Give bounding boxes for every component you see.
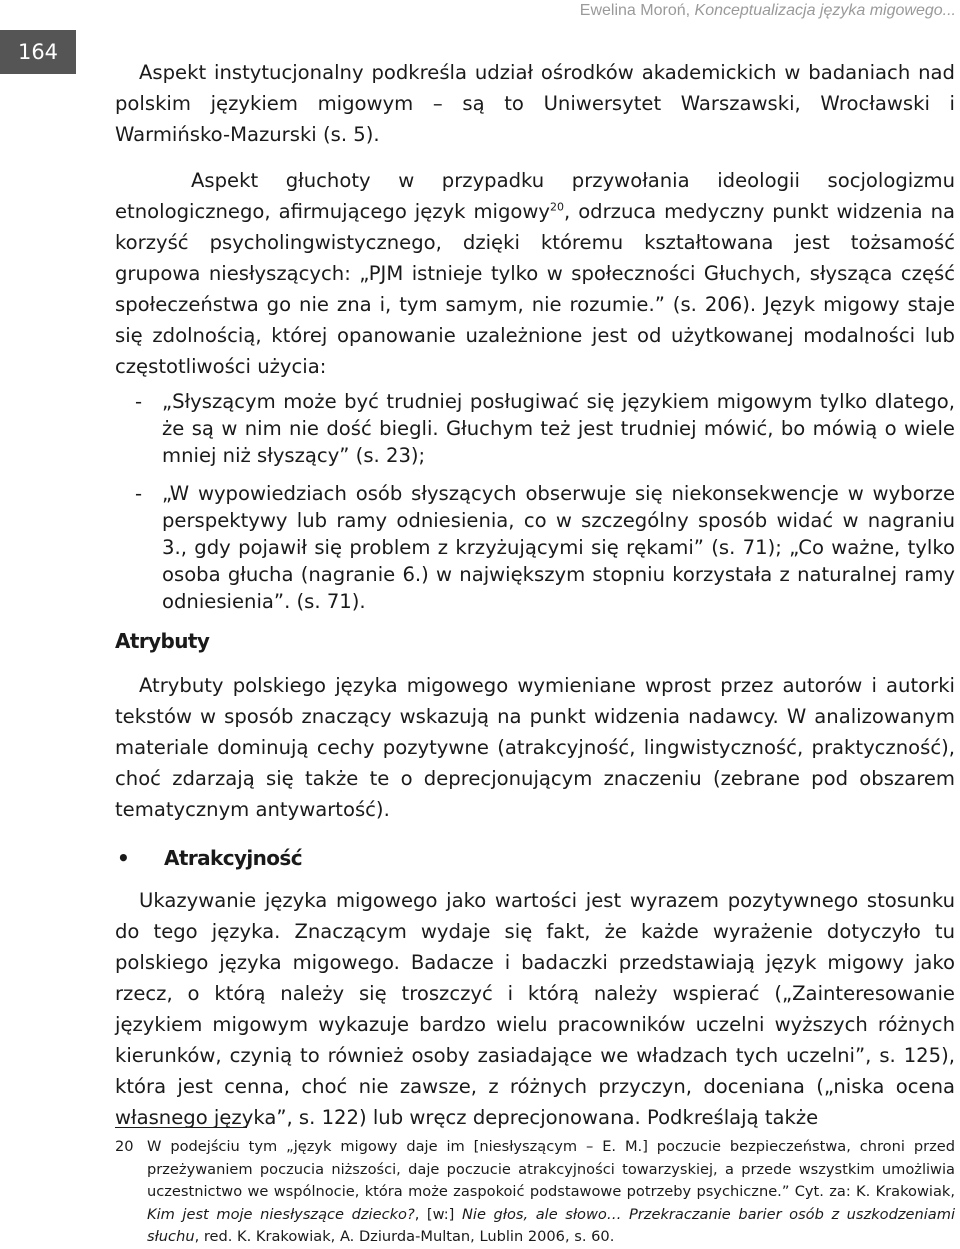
page-number: 164 [17,40,59,64]
quote-list [115,388,955,615]
paragraph-text-part: Aspekt głuchoty w przypadku przywołania ideologii socjologizmu etnologicznego, afirmującego język migowy [115,169,955,223]
quote-text: „Słyszącym może być trudniej posługiwać się językiem migowym tylko dlatego, że są w nim nie dość biegli. Głuchym też jest trudniej mówić, bo mówią o wiele mniej niż słyszący” (s. 23); [162,390,955,467]
list-item [115,480,955,615]
footnote-text-part: , [w:] [414,1205,462,1223]
page-number-tab [0,30,76,74]
paragraph-institutional-aspect: Aspekt instytucjonalny podkreśla udział ośrodków akademickich w badaniach nad polskim językiem migowym – są to Uniwersytet Warszawski, Wrocławski i Warmińsko-Mazurski (s. 5). [115,61,955,146]
footnote [115,1136,955,1249]
footnote-number: 20 [115,1138,134,1155]
header-author: Ewelina Moroń, [579,2,695,19]
bullet-icon: • [117,846,130,870]
paragraph-attributes: Atrybuty polskiego języka migowego wymieniane wprost przez autorów i autorki tekstów w sposób znaczący wskazują na punkt widzenia nadawcy. W analizowanym materiale dominują cechy pozytywne (atrakcyjność, lingwistyczność, praktyczność), choć zdarzają się także te o deprecjonującym znaczeniu (zebrane pod obszarem tematycznym antywartość). [115,674,955,821]
list-dash: - [135,482,143,505]
subheading-text: Atrakcyjność [164,846,302,870]
footnote-text [147,1136,955,1249]
footnote-reference[interactable]: 20 [550,200,565,214]
footnote-cited-title: Kim jest moje niesłyszące dziecko? [147,1205,415,1223]
paragraph-deafness-aspect [115,165,955,382]
paragraph-text-part: , odrzuca medyczny punkt widzenia na korzyść psycholingwistycznego, dzięki któremu kształtowana jest tożsamość grupowa niesłyszących: „PJM istnieje tylko w społeczności Głuchych, słysząca część społeczeństwa go nie zna i, tym samym, nie rozumie.” (s. 206). Język migowy staje się zdolnością, której opanowanie uzależnione jest od użytkowanej modalności lub częstotliwości użycia: [115,200,955,378]
list-item [115,388,955,469]
paragraph-attractiveness: Ukazywanie języka migowego jako wartości jest wyrazem pozytywnego stosunku do tego języka. Znaczącym wydaje się fakt, że każde wyrażenie dotyczyło tu polskiego języka migowego. Badacze i badaczki przedstawiają język migowy jako rzecz, o którą należy się troszczyć i którą należy wspierać („Zainteresowanie językiem migowym wykazuje bardzo wielu pracowników uczelni wyższych różnych kierunków, czynią to również osoby zasiadające we władzach tych uczelni”, s. 125), która jest cenna, choć nie zawsze, z różnych przyczyn, doceniana („niska ocena własnego języka”, s. 122) lub wręcz deprecjonowana. Podkreślają także [115,889,955,1129]
section-heading-attributes: Atrybuty [115,629,210,653]
quote-text: „W wypowiedziach osób słyszących obserwuje się niekonsekwencje w wyborze perspektywy lub ramy odniesienia, co w szczególny sposób widać w nagraniu 3., gdy pojawił się problem z krzyżującymi się rękami” (s. 71); „Co ważne, tylko osoba głucha (nagranie 6.) w największym stopniu korzystała z naturalnej ramy odniesienia”. (s. 71). [162,482,955,613]
main-text [115,57,955,1133]
subheading-attractiveness [115,843,955,873]
footnote-cited-title: Nie głos, ale słowo… Przekraczanie barier osób z uszkodzeniami słuchu [147,1205,956,1245]
footnote-text-part: W podejściu tym „język migowy daje im [niesłyszącym – E. M.] poczucie bezpieczeństwa, chroni przed przeżywaniem poczucia niższości, daje poczucie atrakcyjności towarzyskiej, a przede wszystkim umożliwia uczestnictwo we wspólnocie, która może zaspokoić podstawowe potrzeby psychiczne.” Cyt. za: K. Krakowiak, [147,1138,955,1200]
footnote-text-part: , red. K. Krakowiak, A. Dziurda-Multan, Lublin 2006, s. 60. [194,1228,615,1245]
footnote-separator [115,1127,247,1128]
running-header [0,2,960,20]
list-dash: - [135,390,143,413]
header-book-title: Konceptualizacja języka migowego... [694,2,956,19]
